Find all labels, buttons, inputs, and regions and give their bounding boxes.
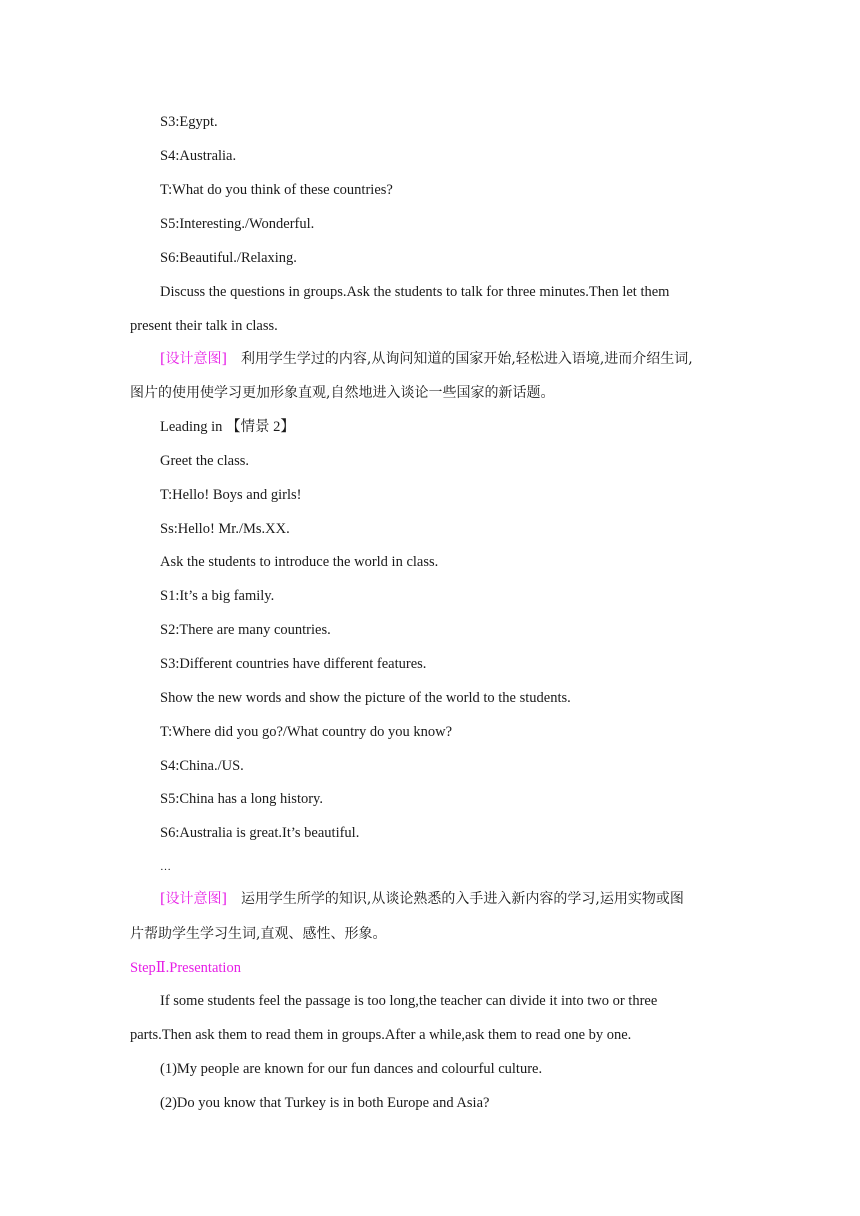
section-heading: Leading in 【情景 2】 [160, 419, 295, 435]
dialogue-line: S4:China./US. [160, 758, 244, 774]
design-intent-label: [设计意图] [160, 351, 227, 367]
dialogue-line: T:What do you think of these countries? [160, 182, 393, 198]
instruction-line: Greet the class. [160, 453, 249, 469]
dialogue-line: T:Hello! Boys and girls! [160, 487, 302, 503]
dialogue-line: S3:Different countries have different features. [160, 656, 427, 672]
dialogue-line: S1:It’s a big family. [160, 588, 275, 604]
dialogue-line: S2:There are many countries. [160, 622, 331, 638]
dialogue-line: S6:Beautiful./Relaxing. [160, 250, 297, 266]
dialogue-line: S3:Egypt. [160, 114, 218, 130]
design-intent-label: [设计意图] [160, 891, 227, 907]
instruction-line: present their talk in class. [130, 318, 278, 334]
design-intent-text: 运用学生所学的知识,从谈论熟悉的入手进入新内容的学习,运用实物或图 [240, 891, 684, 907]
dialogue-line: S6:Australia is great.It’s beautiful. [160, 825, 360, 841]
design-intent-text: 利用学生学过的内容,从询问知道的国家开始,轻松进入语境,进而介绍生词, [240, 351, 693, 367]
design-intent-paragraph [160, 349, 740, 369]
instruction-line: parts.Then ask them to read them in groups.After a while,ask them to read one by one. [130, 1027, 632, 1043]
design-intent-text: 片帮助学生学习生词,直观、感性、形象。 [130, 926, 387, 942]
step-heading: StepⅡ.Presentation [130, 960, 241, 976]
design-intent-paragraph [160, 889, 740, 909]
instruction-line: Ask the students to introduce the world in class. [160, 554, 439, 570]
dialogue-line: T:Where did you go?/What country do you know? [160, 724, 453, 740]
dialogue-line: S4:Australia. [160, 148, 237, 164]
dialogue-line: S5:Interesting./Wonderful. [160, 216, 315, 232]
passage-sentence: (1)My people are known for our fun dances and colourful culture. [160, 1061, 543, 1077]
ellipsis: … [160, 861, 172, 873]
dialogue-line: Ss:Hello! Mr./Ms.XX. [160, 521, 290, 537]
dialogue-line: S5:China has a long history. [160, 791, 323, 807]
instruction-line: Show the new words and show the picture of the world to the students. [160, 690, 571, 706]
passage-sentence: (2)Do you know that Turkey is in both Europe and Asia? [160, 1095, 490, 1111]
design-intent-text: 图片的使用使学习更加形象直观,自然地进入谈论一些国家的新话题。 [130, 385, 555, 401]
instruction-line: If some students feel the passage is too long,the teacher can divide it into two or three [160, 993, 658, 1009]
instruction-line: Discuss the questions in groups.Ask the students to talk for three minutes.Then let them [160, 284, 670, 300]
